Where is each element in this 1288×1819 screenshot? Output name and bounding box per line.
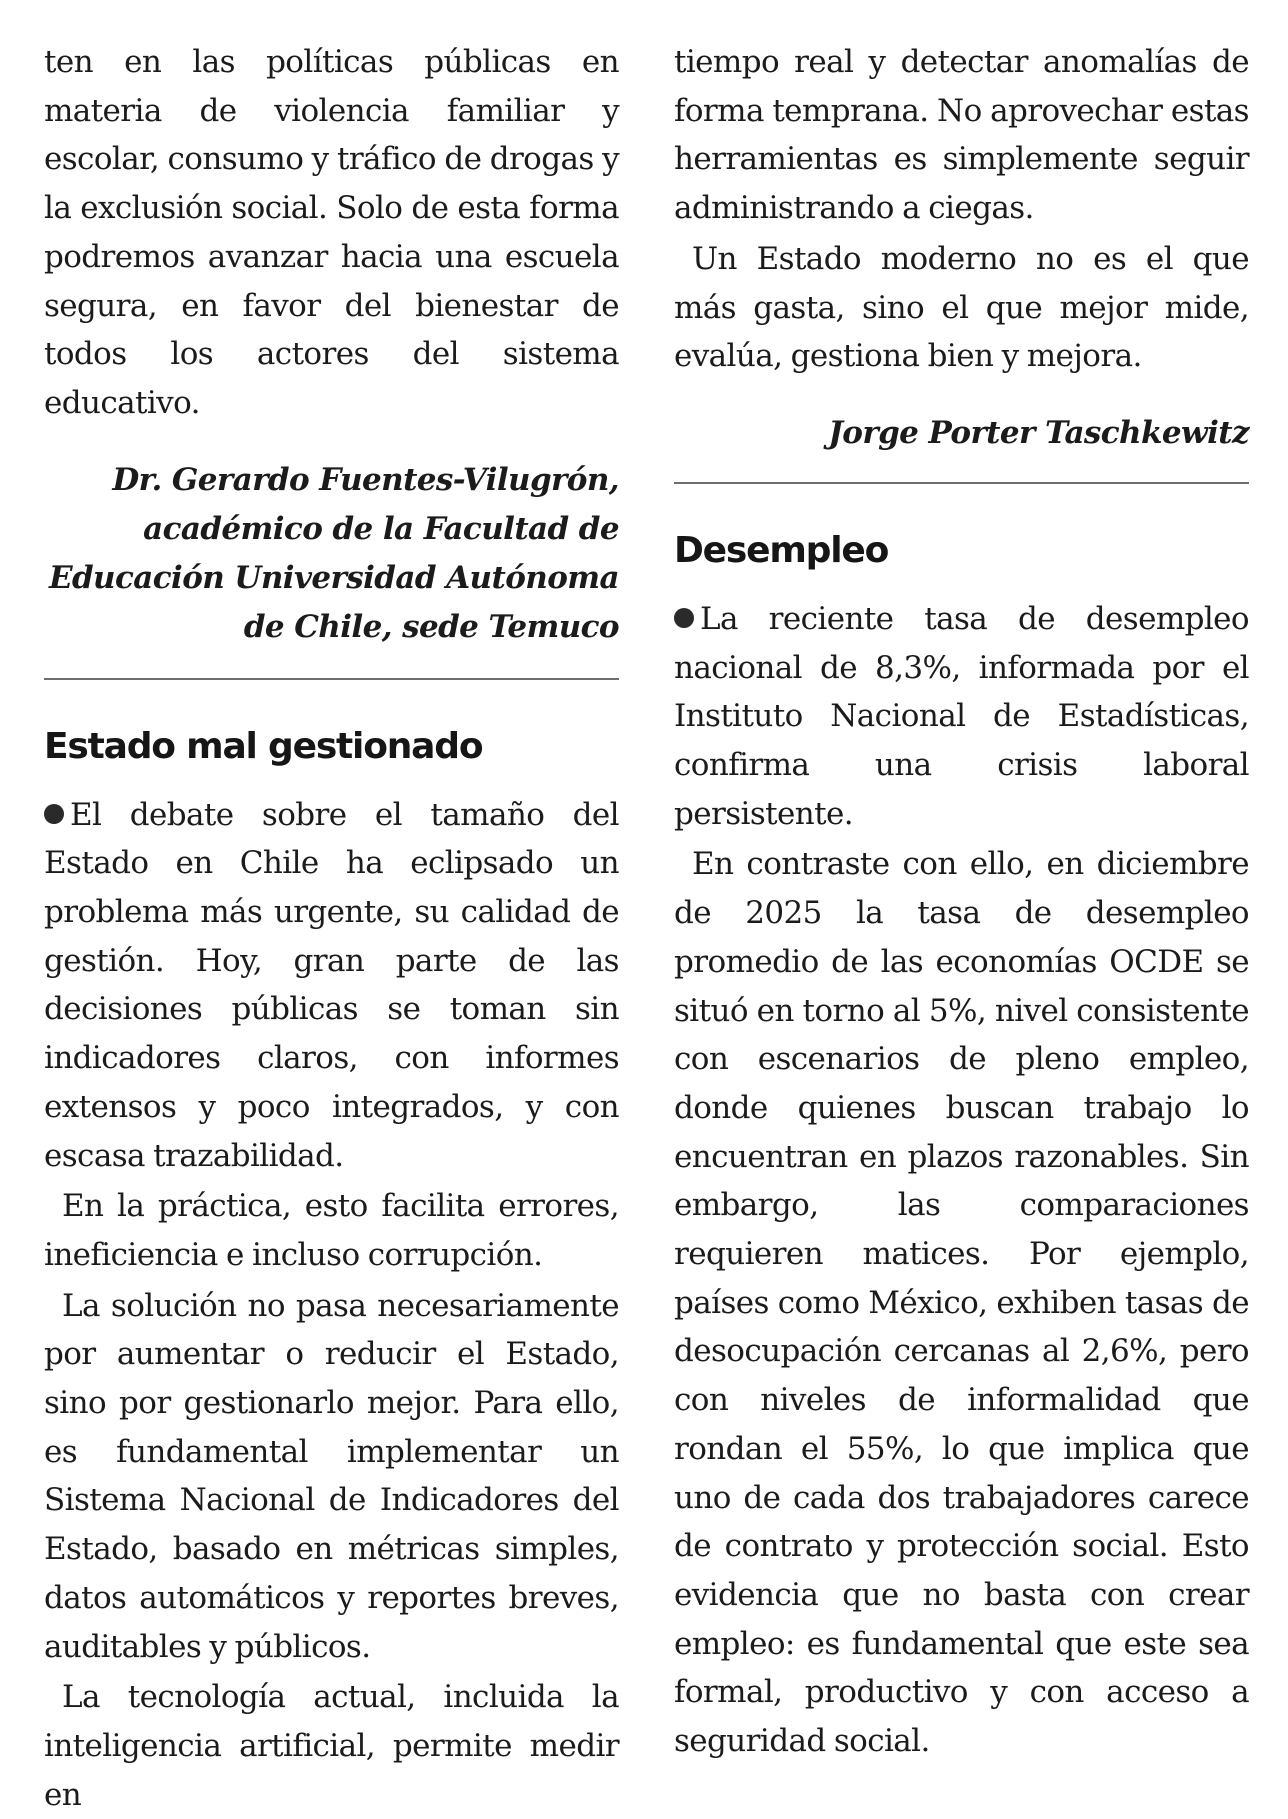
article-desempleo-paragraph: La reciente tasa de desempleo nacional de 8,3%, informada por el Instituto Nacional de Estadísticas, confirma una crisis laboral persistente. [674,600,1249,832]
article-desempleo-paragraph: En contraste con ello, en diciembre de 2025 la tasa de desempleo promedio de las economías OCDE se situó en torno al 5%, nivel consistente con escenarios de pleno empleo, donde quienes buscan trabajo lo encuentran en plazos razonables. Sin embargo, las comparaciones requieren matices. Por ejemplo, países como México, exhiben tasas de desocupación cercanas al 2,6%, pero con niveles de informalidad que rondan el 55%, lo que implica que uno de cada dos trabajadores carece de contrato y protección social. Esto evidencia que no basta con crear empleo: es fundamental que este sea formal, productivo y con acceso a seguridad social. [674,846,1249,1760]
article-estado-signature [674,409,1249,458]
section-divider [674,482,1249,484]
article-estado-continuation: tiempo real y detectar anomalías de forma temprana. No aprovechar estas herramientas es simplemente seguir administrando a ciegas. [674,44,1249,227]
signature-line: Jorge Porter Taschkewitz [828,414,1249,451]
article-estado-paragraph: En la práctica, esto facilita errores, ineficiencia e incluso corrupción. [44,1188,619,1273]
previous-letter-signature [44,456,619,652]
signature-line: Dr. Gerardo Fuentes-Vilugrón, [112,461,619,498]
article-estado-closing: Un Estado moderno no es el que más gasta, sino el que mejor mide, evalúa, gestiona bien y mejora. [674,240,1249,375]
signature-line: Educación Universidad Autónoma [48,559,619,596]
bullet-icon [674,608,694,628]
signature-line: de Chile, sede Temuco [243,608,619,645]
signature-line: académico de la Facultad de [143,510,619,547]
section-divider [44,678,619,680]
article-heading-estado: Estado mal gestionado [44,725,483,767]
article-estado-paragraph: La tecnología actual, incluida la inteligencia artificial, permite medir en [44,1679,619,1813]
article-heading-desempleo: Desempleo [674,529,889,571]
bullet-icon [44,804,64,824]
previous-letter-ending: ten en las políticas públicas en materia de violencia familiar y escolar, consumo y tráfico de drogas y la exclusión social. Solo de esta forma podremos avanzar hacia una escuela segura, en favor del bienestar de todos los actores del sistema educativo. [44,44,619,421]
article-estado-paragraph: La solución no pasa necesariamente por aumentar o reducir el Estado, sino por gestionarlo mejor. Para ello, es fundamental implementar un Sistema Nacional de Indicadores del Estado, basado en métricas simples, datos automáticos y reportes breves, auditables y públicos. [44,1287,619,1665]
article-estado-paragraph: El debate sobre el tamaño del Estado en Chile ha eclipsado un problema más urgente, su calidad de gestión. Hoy, gran parte de las decisiones públicas se toman sin indicadores claros, con informes extensos y poco integrados, y con escasa trazabilidad. [44,796,619,1174]
left-column [44,38,619,1819]
right-column [674,38,1249,1766]
